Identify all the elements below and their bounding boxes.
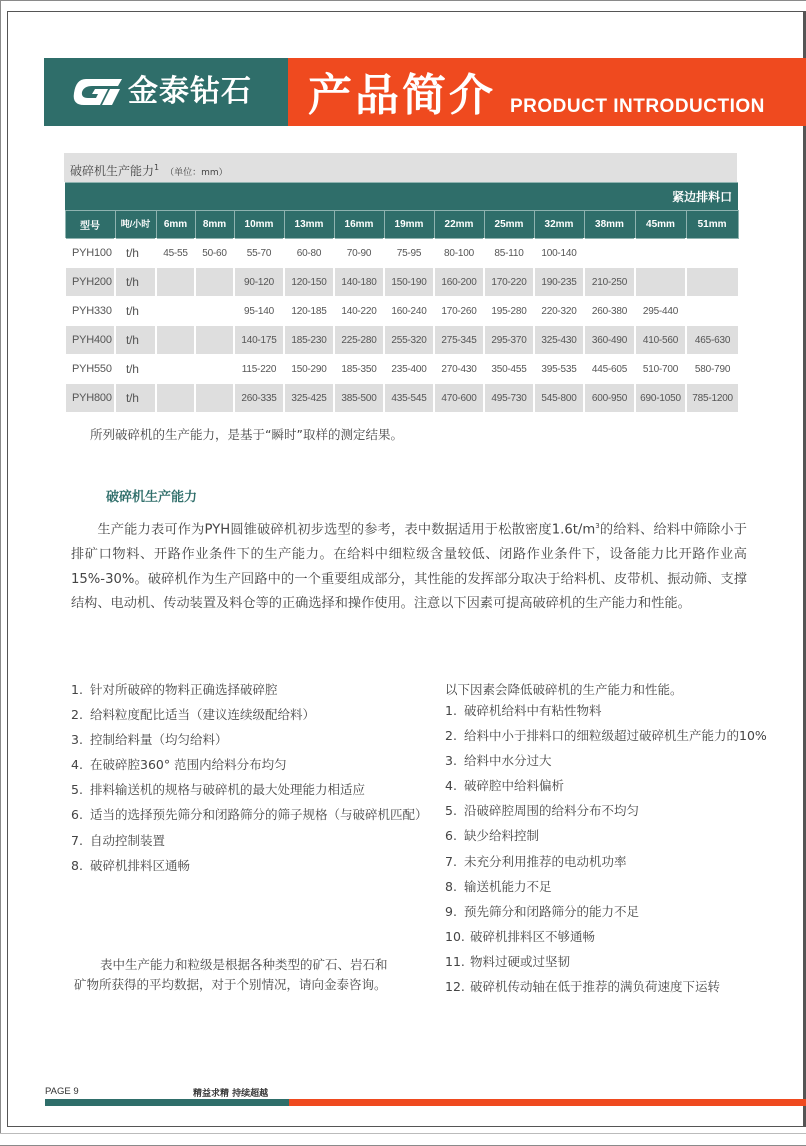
cell-capacity: 100-140	[534, 239, 584, 268]
list-item-text: 破碎机给料中有粘性物料	[464, 703, 602, 718]
col-header-size: 32mm	[534, 211, 584, 239]
list-item-text: 给料中小于排料口的细粒级超过破碎机生产能力的10%	[464, 728, 767, 744]
group-header: 紧边排料口	[65, 183, 738, 211]
list-item-text: 给料粒度配比适当（建议连续级配给料）	[90, 707, 316, 723]
list-item	[445, 798, 775, 823]
cell-capacity	[584, 239, 635, 268]
cell-capacity: 195-280	[484, 297, 534, 326]
cell-capacity: 325-425	[284, 384, 334, 413]
cell-capacity: 275-345	[434, 326, 484, 355]
list-item	[445, 698, 775, 723]
list-item-number: 4.	[445, 778, 457, 794]
list-item-number: 7.	[71, 832, 83, 848]
cell-capacity	[195, 355, 234, 384]
reduce-factors-list	[445, 698, 775, 999]
paragraph-superscript: 3	[595, 522, 600, 530]
cell-capacity: 260-335	[234, 384, 284, 413]
cell-capacity: 140-220	[334, 297, 384, 326]
col-header-size: 6mm	[156, 211, 195, 239]
list-item-text: 输送机能力不足	[464, 878, 552, 894]
cell-capacity: 185-230	[284, 326, 334, 355]
list-item-text: 缺少给料控制	[464, 828, 540, 844]
cell-capacity: 545-800	[534, 384, 584, 413]
list-item	[71, 802, 451, 827]
cell-capacity: 270-430	[434, 355, 484, 384]
cell-capacity: 470-600	[434, 384, 484, 413]
cell-capacity: 235-400	[384, 355, 434, 384]
cell-capacity: 160-200	[434, 268, 484, 297]
list-item	[445, 974, 775, 999]
cell-model: PYH100	[65, 239, 115, 268]
cell-capacity	[156, 268, 195, 297]
list-item-text: 给料中水分过大	[464, 753, 552, 769]
cell-capacity: 785-1200	[686, 384, 738, 413]
table-row	[65, 326, 738, 355]
gt-logo-icon	[72, 77, 124, 107]
paragraph-text-cont: 的给料、给料中筛除小于排矿口物料、开路作业条件下的生产能力。在给料中细粒级含量较低、闭路作业条件下，设备能力比开路作业高15%-30%。破碎机作为生产回路中的一个重要组成部分，其性能的发挥部分取决于给料机、皮带机、振动筛、支撑结构、电动机、传动装置及料仓等的正确选择和操作使用。注意以下因素可提高破碎机的生产能力和性能。	[71, 522, 747, 612]
cell-capacity: 435-545	[384, 384, 434, 413]
list-item	[445, 773, 775, 798]
cell-capacity	[195, 326, 234, 355]
list-item	[445, 849, 775, 874]
cell-capacity	[156, 384, 195, 413]
cell-capacity: 170-220	[484, 268, 534, 297]
cell-capacity: 45-55	[156, 239, 195, 268]
list-item-text: 在破碎腔360° 范围内给料分布均匀	[90, 757, 287, 773]
cell-capacity: 90-120	[234, 268, 284, 297]
table-caption-title: 破碎机生产能力	[70, 164, 155, 178]
cell-capacity: 295-440	[635, 297, 686, 326]
footer-bar-teal	[45, 1099, 289, 1106]
list-item-number: 12.	[445, 979, 465, 995]
cell-capacity: 495-730	[484, 384, 534, 413]
page-number: PAGE 9	[45, 1086, 79, 1097]
cell-capacity: 210-250	[584, 268, 635, 297]
list-item	[445, 823, 775, 848]
list-item-text: 适当的选择预先筛分和闭路筛分的筛子规格（与破碎机匹配）	[90, 807, 428, 823]
cell-capacity	[195, 384, 234, 413]
cell-capacity: 325-430	[534, 326, 584, 355]
col-header-size: 8mm	[195, 211, 234, 239]
list-item-number: 1.	[71, 682, 83, 697]
cell-capacity: 190-235	[534, 268, 584, 297]
col-header-size: 13mm	[284, 211, 334, 239]
list-item-text: 破碎机排料区通畅	[90, 857, 191, 873]
paragraph-text: 生产能力表可作为PYH圆锥破碎机初步选型的参考，表中数据适用于松散密度1.6t/m	[97, 522, 596, 538]
list-item-text: 控制给料量（均匀给料）	[90, 732, 228, 748]
list-item-number: 7.	[445, 853, 457, 869]
col-header-model: 型号	[65, 211, 115, 239]
list-item-number: 4.	[71, 757, 83, 773]
improve-factors-list	[71, 677, 451, 878]
cell-capacity: 220-320	[534, 297, 584, 326]
list-item	[445, 723, 775, 748]
section-heading: 破碎机生产能力	[106, 490, 198, 505]
cell-capacity: 55-70	[234, 239, 284, 268]
list-item	[445, 899, 775, 924]
page-title-english: PRODUCT INTRODUCTION	[510, 96, 765, 117]
table-row	[65, 239, 738, 268]
cell-capacity	[686, 268, 738, 297]
cell-model: PYH200	[65, 268, 115, 297]
table-row	[65, 355, 738, 384]
cell-capacity: 70-90	[334, 239, 384, 268]
list-item-text: 沿破碎腔周围的给料分布不均匀	[464, 803, 640, 819]
table-caption-footnote: 1	[154, 163, 160, 172]
cell-unit: t/h	[115, 326, 156, 355]
cell-capacity	[156, 326, 195, 355]
cell-capacity: 140-175	[234, 326, 284, 355]
cell-capacity: 160-240	[384, 297, 434, 326]
cell-capacity: 385-500	[334, 384, 384, 413]
table-caption-unit: （单位：mm）	[165, 168, 228, 178]
footer-bar	[45, 1099, 806, 1106]
list-item	[71, 828, 451, 853]
cell-capacity: 260-380	[584, 297, 635, 326]
list-item-text: 破碎机排料区不够通畅	[470, 928, 596, 944]
capacity-table-block	[64, 153, 737, 413]
cell-capacity: 120-150	[284, 268, 334, 297]
col-header-size: 51mm	[686, 211, 738, 239]
cell-capacity: 600-950	[584, 384, 635, 413]
cell-capacity: 185-350	[334, 355, 384, 384]
reduce-factors-intro: 以下因素会降低破碎机的生产能力和性能。	[445, 682, 683, 697]
brand-name: 金泰钻石	[128, 74, 252, 109]
list-item	[71, 777, 451, 802]
table-row	[65, 268, 738, 297]
cell-capacity: 350-455	[484, 355, 534, 384]
list-item-number: 3.	[445, 753, 457, 769]
table-row	[65, 384, 738, 413]
list-item-number: 2.	[71, 707, 83, 723]
list-item-number: 8.	[445, 878, 457, 894]
cell-capacity	[635, 239, 686, 268]
list-item	[445, 874, 775, 899]
list-item-number: 6.	[71, 807, 83, 823]
cell-capacity	[156, 297, 195, 326]
cell-capacity: 510-700	[635, 355, 686, 384]
cell-model: PYH550	[65, 355, 115, 384]
cell-capacity: 50-60	[195, 239, 234, 268]
list-item-number: 6.	[445, 828, 457, 844]
cell-capacity	[195, 297, 234, 326]
list-item	[71, 853, 451, 878]
list-item-number: 5.	[71, 782, 83, 798]
header-banner	[44, 58, 806, 126]
cell-unit: t/h	[115, 297, 156, 326]
list-item-number: 9.	[445, 903, 457, 919]
cell-capacity: 225-280	[334, 326, 384, 355]
col-header-unit: 吨/小时	[115, 211, 156, 239]
cell-capacity: 580-790	[686, 355, 738, 384]
col-header-size: 22mm	[434, 211, 484, 239]
cell-capacity: 120-185	[284, 297, 334, 326]
cell-model: PYH400	[65, 326, 115, 355]
list-item-text: 破碎腔中给料偏析	[464, 778, 565, 794]
brand-block	[44, 58, 288, 126]
col-header-size: 38mm	[584, 211, 635, 239]
closing-line-1: 表中生产能力和粒级是根据各种类型的矿石、岩石和	[100, 957, 388, 972]
footer-slogan: 精益求精 持续超越	[193, 1089, 269, 1099]
cell-capacity: 360-490	[584, 326, 635, 355]
page-title: 产品简介	[308, 70, 496, 121]
cell-capacity: 170-260	[434, 297, 484, 326]
cell-capacity	[156, 355, 195, 384]
cell-capacity: 395-535	[534, 355, 584, 384]
capacity-table	[64, 182, 739, 413]
list-item-number: 10.	[445, 928, 465, 944]
list-item-text: 排料输送机的规格与破碎机的最大处理能力相适应	[90, 782, 366, 798]
list-item-number: 2.	[445, 728, 457, 744]
cell-capacity: 75-95	[384, 239, 434, 268]
cell-capacity: 255-320	[384, 326, 434, 355]
col-header-size: 19mm	[384, 211, 434, 239]
cell-capacity: 95-140	[234, 297, 284, 326]
cell-unit: t/h	[115, 239, 156, 268]
bottom-strip	[0, 1133, 806, 1146]
cell-capacity: 80-100	[434, 239, 484, 268]
table-note: 所列破碎机的生产能力，是基于“瞬时”取样的测定结果。	[90, 427, 403, 442]
list-item-number: 8.	[71, 857, 83, 873]
cell-capacity: 690-1050	[635, 384, 686, 413]
cell-capacity	[686, 239, 738, 268]
cell-capacity	[635, 268, 686, 297]
list-item	[71, 677, 451, 702]
list-item-text: 自动控制装置	[90, 832, 166, 848]
list-item-number: 11.	[445, 953, 465, 969]
cell-unit: t/h	[115, 384, 156, 413]
list-item	[445, 949, 775, 974]
closing-line-2: 矿物所获得的平均数据，对于个别情况，请向金泰咨询。	[74, 977, 387, 992]
list-item-text: 破碎机传动轴在低于推荐的满负荷速度下运转	[470, 979, 721, 995]
cell-capacity: 410-560	[635, 326, 686, 355]
list-item	[445, 748, 775, 773]
table-row	[65, 297, 738, 326]
cell-capacity: 85-110	[484, 239, 534, 268]
cell-capacity	[686, 297, 738, 326]
closing-note	[74, 955, 414, 995]
list-item-text: 物料过硬或过坚韧	[470, 953, 571, 969]
list-item-text: 针对所破碎的物料正确选择破碎腔	[90, 682, 278, 697]
cell-capacity	[195, 268, 234, 297]
list-item	[71, 752, 451, 777]
col-header-size: 10mm	[234, 211, 284, 239]
cell-capacity: 465-630	[686, 326, 738, 355]
list-item-text: 预先筛分和闭路筛分的能力不足	[464, 903, 640, 919]
list-item-number: 5.	[445, 803, 457, 819]
col-header-size: 16mm	[334, 211, 384, 239]
cell-capacity: 140-180	[334, 268, 384, 297]
cell-capacity: 295-370	[484, 326, 534, 355]
col-header-size: 25mm	[484, 211, 534, 239]
list-item-text: 未充分利用推荐的电动机功率	[464, 853, 627, 869]
list-item	[71, 702, 451, 727]
title-block	[288, 58, 806, 126]
cell-capacity: 150-190	[384, 268, 434, 297]
list-item-number: 1.	[445, 703, 457, 718]
cell-unit: t/h	[115, 355, 156, 384]
cell-capacity: 150-290	[284, 355, 334, 384]
section-paragraph	[71, 514, 747, 617]
footer-bar-orange	[289, 1099, 806, 1106]
cell-capacity: 115-220	[234, 355, 284, 384]
cell-model: PYH800	[65, 384, 115, 413]
cell-model: PYH330	[65, 297, 115, 326]
list-item	[445, 924, 775, 949]
cell-capacity: 60-80	[284, 239, 334, 268]
list-item-number: 3.	[71, 732, 83, 748]
list-item	[71, 727, 451, 752]
col-header-size: 45mm	[635, 211, 686, 239]
cell-capacity: 445-605	[584, 355, 635, 384]
table-caption	[64, 153, 737, 182]
cell-unit: t/h	[115, 268, 156, 297]
